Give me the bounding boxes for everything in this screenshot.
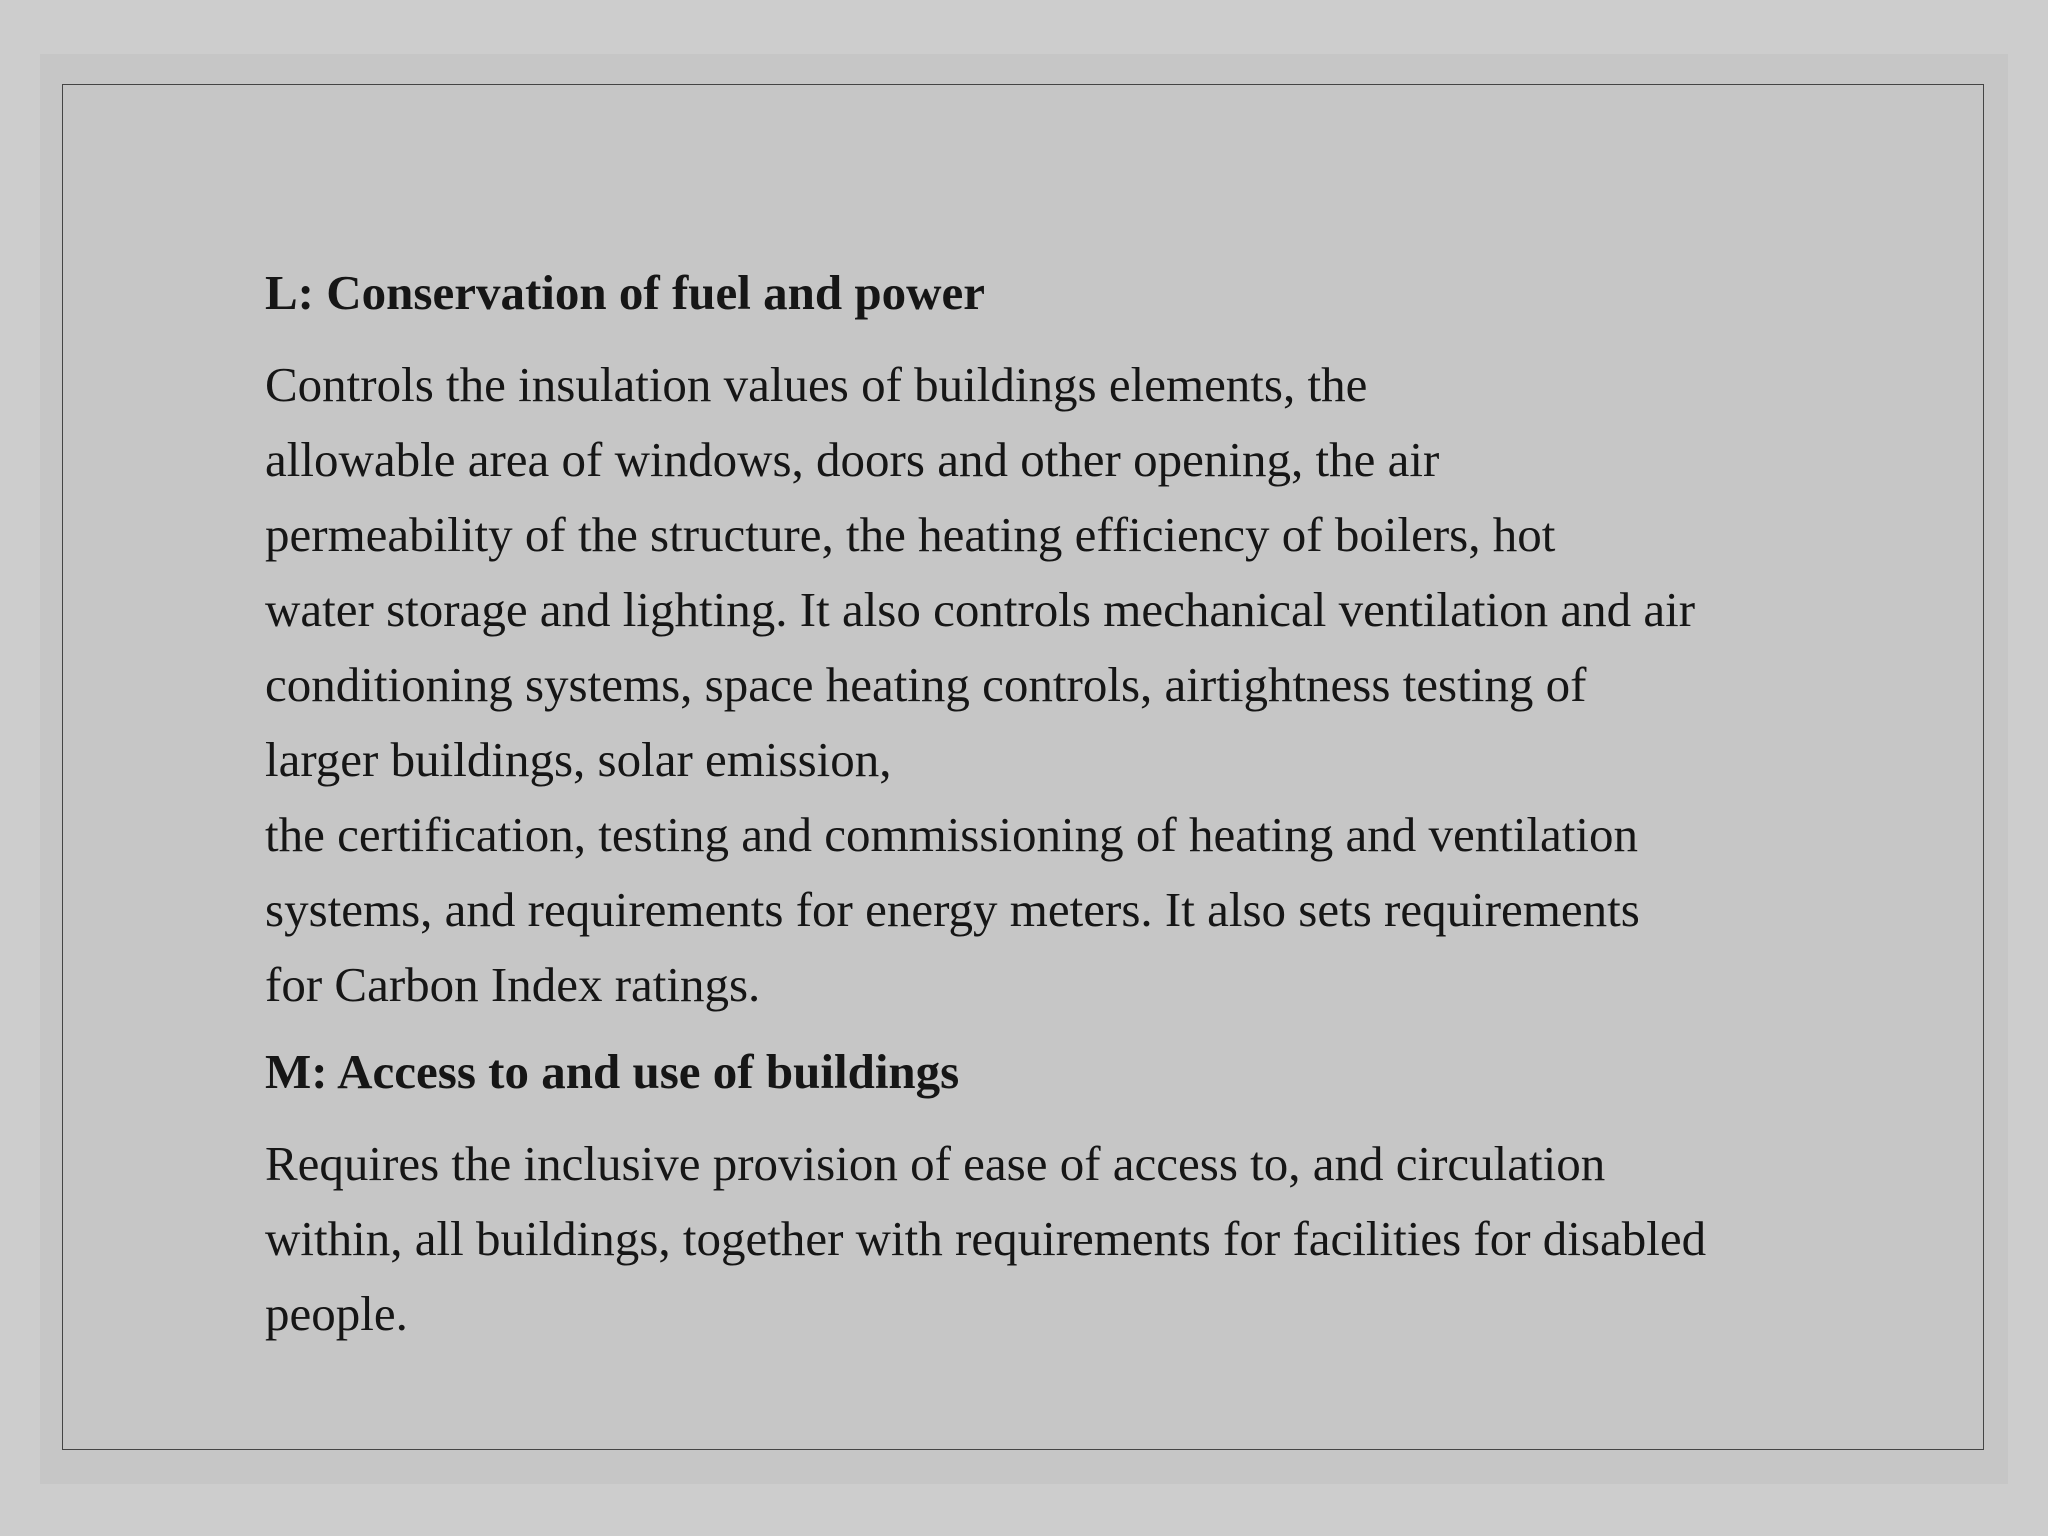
- text-line: the certification, testing and commissioning of heating and ventilation: [265, 807, 1639, 862]
- slide-content: [265, 197, 1905, 1351]
- text-line: allowable area of windows, doors and other opening, the air: [265, 432, 1440, 487]
- text-line: systems, and requirements for energy meters. It also sets requirements: [265, 882, 1640, 937]
- section-heading-m: M: Access to and use of buildings: [265, 1044, 960, 1099]
- text-line: water storage and lighting. It also controls mechanical ventilation and air: [265, 582, 1696, 637]
- text-line: permeability of the structure, the heating efficiency of boilers, hot: [265, 507, 1556, 562]
- text-line: within, all buildings, together with requirements for facilities for disabled: [265, 1211, 1707, 1266]
- slide: [40, 54, 2008, 1484]
- text-line: Requires the inclusive provision of ease of access to, and circulation: [265, 1136, 1606, 1191]
- text-line: Controls the insulation values of buildings elements, the: [265, 357, 1368, 412]
- slide-border: [62, 84, 1984, 1450]
- text-line: for Carbon Index ratings.: [265, 957, 761, 1012]
- section-text-l: [265, 347, 1905, 1022]
- section-heading-l: L: Conservation of fuel and power: [265, 265, 986, 320]
- text-line: people.: [265, 1286, 408, 1341]
- text-line: conditioning systems, space heating controls, airtightness testing of: [265, 657, 1587, 712]
- section-text-m: [265, 1126, 1905, 1351]
- text-line: larger buildings, solar emission,: [265, 732, 892, 787]
